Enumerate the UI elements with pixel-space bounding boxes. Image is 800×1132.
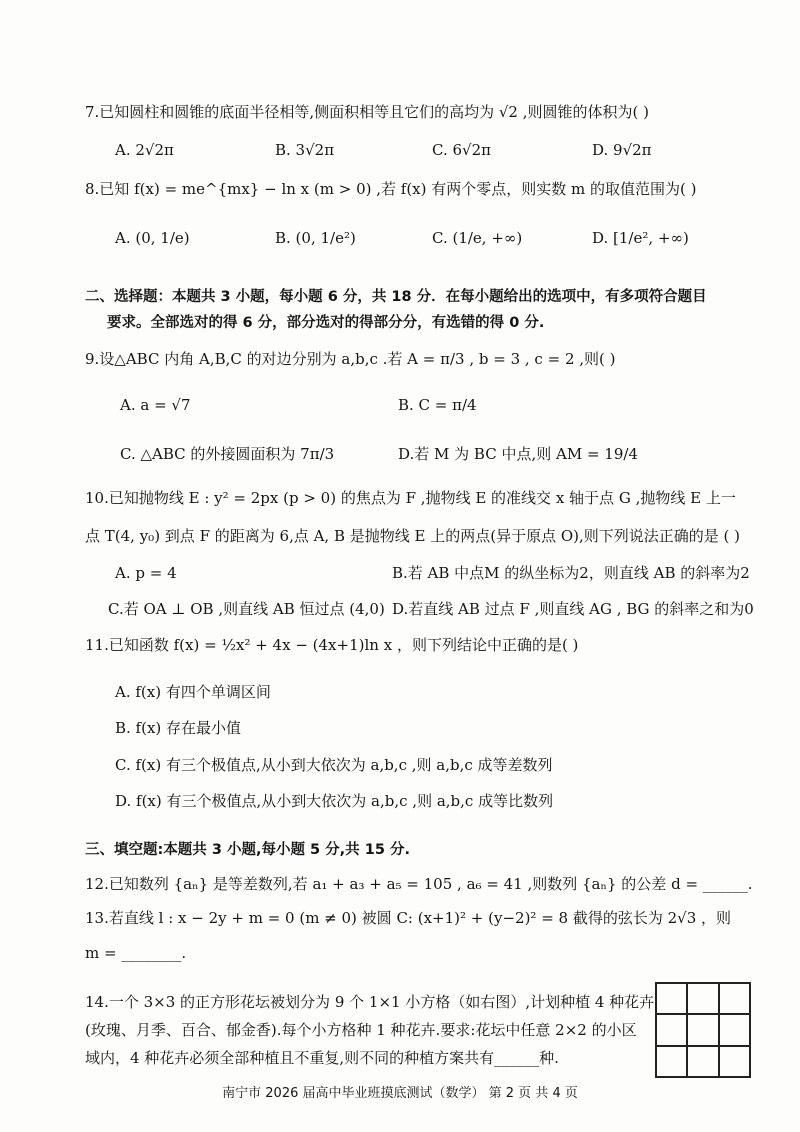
q8-stem: 8.已知 f(x) = me^{mx} − ln x (m > 0) ,若 f(x) 有两个零点，则实数 m 的取值范围为( ) [85, 180, 697, 198]
q7-option-c: C. 6√2π [432, 141, 491, 159]
q13-stem-line2: m = ________. [85, 944, 187, 962]
q11-option-b: B. f(x) 存在最小值 [115, 719, 242, 737]
q10-stem-line2: 点 T(4, y₀) 到点 F 的距离为 6,点 A, B 是抛物线 E 上的两点(异于原点 O),则下列说法正确的是 ( ) [85, 527, 741, 545]
grid-cell [719, 983, 750, 1014]
q14-stem-line1: 14.一个 3×3 的正方形花坛被划分为 9 个 1×1 小方格（如右图）,计划种植 4 种花卉 [85, 993, 655, 1011]
q10-option-d: D.若直线 AB 过点 F ,则直线 AG , BG 的斜率之和为0 [392, 600, 754, 618]
q7-option-d: D. 9√2π [592, 141, 652, 159]
q10-option-c: C.若 OA ⊥ OB ,则直线 AB 恒过点 (4,0) [108, 600, 385, 618]
q9-option-c: C. △ABC 的外接圆面积为 7π/3 [120, 445, 335, 463]
q7-option-a: A. 2√2π [115, 141, 174, 159]
q8-option-d: D. [1/e², +∞) [592, 229, 689, 247]
q9-stem: 9.设△ABC 内角 A,B,C 的对边分别为 a,b,c .若 A = π/3 , b = 3 , c = 2 ,则( ) [85, 350, 616, 368]
section-2-heading: 二、选择题：本题共 3 小题，每小题 6 分，共 18 分．在每小题给出的选项中，有多项符合题目 [85, 289, 707, 305]
grid-cell [656, 1014, 687, 1045]
q9-option-b: B. C = π/4 [398, 396, 477, 414]
q8-option-b: B. (0, 1/e²) [275, 229, 356, 247]
section-2-heading-cont: 要求。全部选对的得 6 分，部分选对的得部分分，有选错的得 0 分. [107, 315, 545, 331]
q10-option-a: A. p = 4 [115, 564, 177, 582]
page-footer: 南宁市 2026 届高中毕业班摸底测试（数学） 第 2 页 共 4 页 [222, 1086, 578, 1101]
q8-option-a: A. (0, 1/e) [115, 229, 190, 247]
grid-cell [687, 1014, 718, 1045]
section-3-heading: 三、填空题:本题共 3 小题,每小题 5 分,共 15 分. [85, 842, 410, 858]
q13-stem-line1: 13.若直线 l : x − 2y + m = 0 (m ≠ 0) 被圆 C: (x+1)² + (y−2)² = 8 截得的弦长为 2√3 ，则 [85, 909, 732, 927]
grid-cell [687, 983, 718, 1014]
q11-stem: 11.已知函数 f(x) = ½x² + 4x − (4x+1)ln x ，则下列结论中正确的是( ) [85, 636, 579, 654]
grid-cell [687, 1046, 718, 1077]
q11-option-a: A. f(x) 有四个单调区间 [115, 683, 271, 701]
grid-cell [656, 1046, 687, 1077]
q11-option-d: D. f(x) 有三个极值点,从小到大依次为 a,b,c ,则 a,b,c 成等比数列 [115, 792, 554, 810]
q10-stem-line1: 10.已知抛物线 E : y² = 2px (p > 0) 的焦点为 F ,抛物线 E 的准线交 x 轴于点 G ,抛物线 E 上一 [85, 489, 736, 507]
q10-option-b: B.若 AB 中点M 的纵坐标为2，则直线 AB 的斜率为2 [392, 564, 750, 582]
q11-option-c: C. f(x) 有三个极值点,从小到大依次为 a,b,c ,则 a,b,c 成等差数列 [115, 756, 553, 774]
grid-cell [719, 1046, 750, 1077]
q9-option-a: A. a = √7 [120, 396, 191, 414]
grid-cell [656, 983, 687, 1014]
q14-stem-line3: 域内，4 种花卉必须全部种植且不重复,则不同的种植方案共有______种. [85, 1049, 559, 1067]
q14-stem-line2: (玫瑰、月季、百合、郁金香).每个小方格种 1 种花卉.要求:花坛中任意 2×2 的小区 [85, 1021, 637, 1039]
grid-cell [719, 1014, 750, 1045]
q12-stem: 12.已知数列 {aₙ} 是等差数列,若 a₁ + a₃ + a₅ = 105 , a₆ = 41 ,则数列 {aₙ} 的公差 d = ______. [85, 875, 753, 893]
q7-option-b: B. 3√2π [275, 141, 335, 159]
q9-option-d: D.若 M 为 BC 中点,则 AM = 19/4 [398, 445, 638, 463]
q8-option-c: C. (1/e, +∞) [432, 229, 523, 247]
q7-stem: 7.已知圆柱和圆锥的底面半径相等,侧面积相等且它们的高均为 √2 ,则圆锥的体积为( ) [85, 103, 649, 121]
flowerbed-grid-figure [655, 982, 751, 1078]
